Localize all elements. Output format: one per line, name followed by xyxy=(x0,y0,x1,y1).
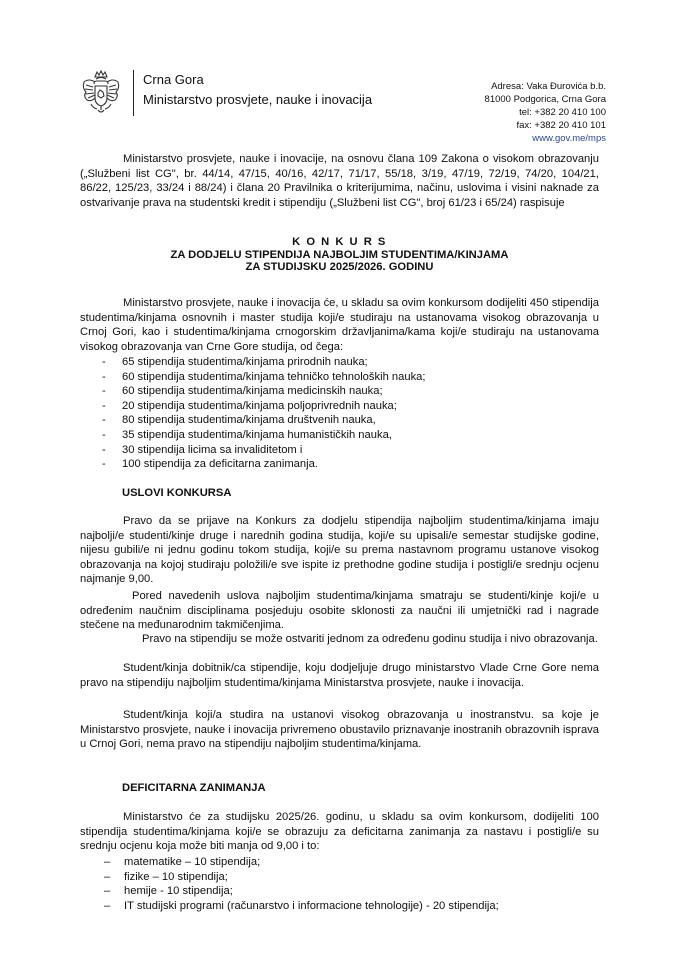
allocation-paragraph: Ministarstvo prosvjete, nauke i inovacija će, u skladu sa ovim konkursom dodijeliti 450 stipendija studentima/kinjama osnovnih i master studija koji/e studiraju na ustanovama visokog obrazovanja u Crnoj Gori, kao i studentima/kinjama crnogorskim državljanima/kama koji/e studiraju na ustanovama visokog obrazovanja van Crne Gore studija, od čega: xyxy=(80,297,599,353)
conditions-paragraph-4: Student/kinja dobitnik/ca stipendije, koju dodjeljuje drugo ministarstvo Vlade Crne Gore nema pravo na stipendiju najboljim studentima/kinjama Ministarstva prosvjete, nauke i inovacija. xyxy=(80,662,599,689)
list-item: - 80 stipendija studentima/kinjama društvenih nauka, xyxy=(102,414,376,427)
list-item: – matematike – 10 stipendija; xyxy=(104,856,261,868)
list-item: - 30 stipendija licima sa invaliditetom i xyxy=(102,443,303,456)
address-line: Adresa: Vaka Đurovića b.b. xyxy=(491,81,606,92)
list-item: - 65 stipendija studentima/kinjama prirodnih nauka; xyxy=(102,356,368,368)
conditions-heading: USLOVI KONKURSA xyxy=(122,487,232,499)
list-item: - 60 stipendija studentima/kinjama tehničko tehnoloških nauka; xyxy=(102,370,426,383)
coat-of-arms-icon xyxy=(79,68,123,116)
conditions-paragraph-5: Student/kinja koji/a studira na ustanovi visokog obrazovanja u inostranstvu. sa koje je Ministarstvo prosvjete, nauke i inovacija privremeno obustavilo priznavanje inostranih obrazovnih isprava u Crnoj Gori, nema pravo na stipendiju najboljim studentima/kinjama. xyxy=(80,709,599,751)
list-item: - 35 stipendija studentima/kinjama humanističkih nauka, xyxy=(102,428,392,441)
tel-line: tel: +382 20 410 100 xyxy=(519,107,606,118)
list-item: – hemije - 10 stipendija; xyxy=(104,885,233,898)
conditions-paragraph-3: Pravo na stipendiju se može ostvariti jednom za određenu godinu studija i nivo obrazovanja. xyxy=(142,633,598,645)
document-title xyxy=(80,236,599,274)
deficit-paragraph: Ministarstvo će za studijsku 2025/26. godinu, u skladu sa ovim konkursom, dodijeliti 100 stipendija studentima/kinjama koji/e se obrazuju za deficitarna zanimanja za nastavu i postigli/e su srednju ocjenu koja može biti manja od 9,00 i to: xyxy=(80,811,599,853)
conditions-paragraph-1: Pravo da se prijave na Konkurs za dodjelu stipendija najboljim studentima/kinjama imaju najbolji/e studenti/kinje druge i narednih godina studija, koji/e su upisali/e semestar studijske godine, nijesu gubili/e ni jednu godinu tokom studija, koji/e su prema nastavnom programu ustanove visokog obrazovanja na kojoj studiraju položili/e sve ispite iz prethodne godine studija i postigli/e srednju ocjenu najmanje 9,00. xyxy=(80,515,599,586)
list-item: - 60 stipendija studentima/kinjama medicinskih nauka; xyxy=(102,385,383,398)
fax-line: fax: +382 20 410 101 xyxy=(516,120,606,131)
deficit-heading: DEFICITARNA ZANIMANJA xyxy=(122,782,266,794)
website-link[interactable]: www.gov.me/mps xyxy=(532,133,606,144)
contact-block xyxy=(485,80,606,145)
city-line: 81000 Podgorica, Crna Gora xyxy=(484,94,606,105)
country-name: Crna Gora xyxy=(143,72,204,87)
intro-paragraph: Ministarstvo prosvjete, nauke i inovacije, na osnovu člana 109 Zakona o visokom obrazovanju („Službeni list CG", br. 44/14, 47/15, 40/16, 42/17, 71/17, 55/18, 3/19, 47/19, 72/19, 74/20, 104/21, 86/22, 125/23, 33/24 i 88/24) i člana 20 Pravilnika o kriterijumima, načinu, uslovima i visini naknade za ostvarivanje prava na studentski kredit i stipendiju („Službeni list CG", broj 61/23 i 65/24) raspisuje xyxy=(80,153,599,209)
title-line-2: ZA DODJELU STIPENDIJA NAJBOLJIM STUDENTIMA/KINJAMA xyxy=(170,248,509,261)
deficit-list xyxy=(104,855,499,913)
ministry-name: Ministarstvo prosvjete, nauke i inovacija xyxy=(143,92,373,107)
list-item: – IT studijski programi (računarstvo i informacione tehnologije) - 20 stipendija; xyxy=(104,899,499,912)
scholarship-list xyxy=(102,355,426,472)
conditions-paragraph-2: Pored navedenih uslova najboljim studentima/kinjama smatraju se studenti/kinje koji/e u određenim naučnim disciplinama posjeduju osobite sklonosti za naučni ili umjetnički rad i nagrade stečene na međunarodnim takmičenjima. xyxy=(80,590,599,632)
list-item: - 100 stipendija za deficitarna zanimanja. xyxy=(102,458,318,471)
title-line-3: ZA STUDIJSKU 2025/2026. GODINU xyxy=(245,261,434,273)
header-divider xyxy=(133,70,134,116)
list-item: - 20 stipendija studentima/kinjama poljoprivrednih nauka; xyxy=(102,399,397,412)
list-item: – fizike – 10 stipendija; xyxy=(104,870,228,883)
title-line-1: K O N K U R S xyxy=(292,236,387,248)
